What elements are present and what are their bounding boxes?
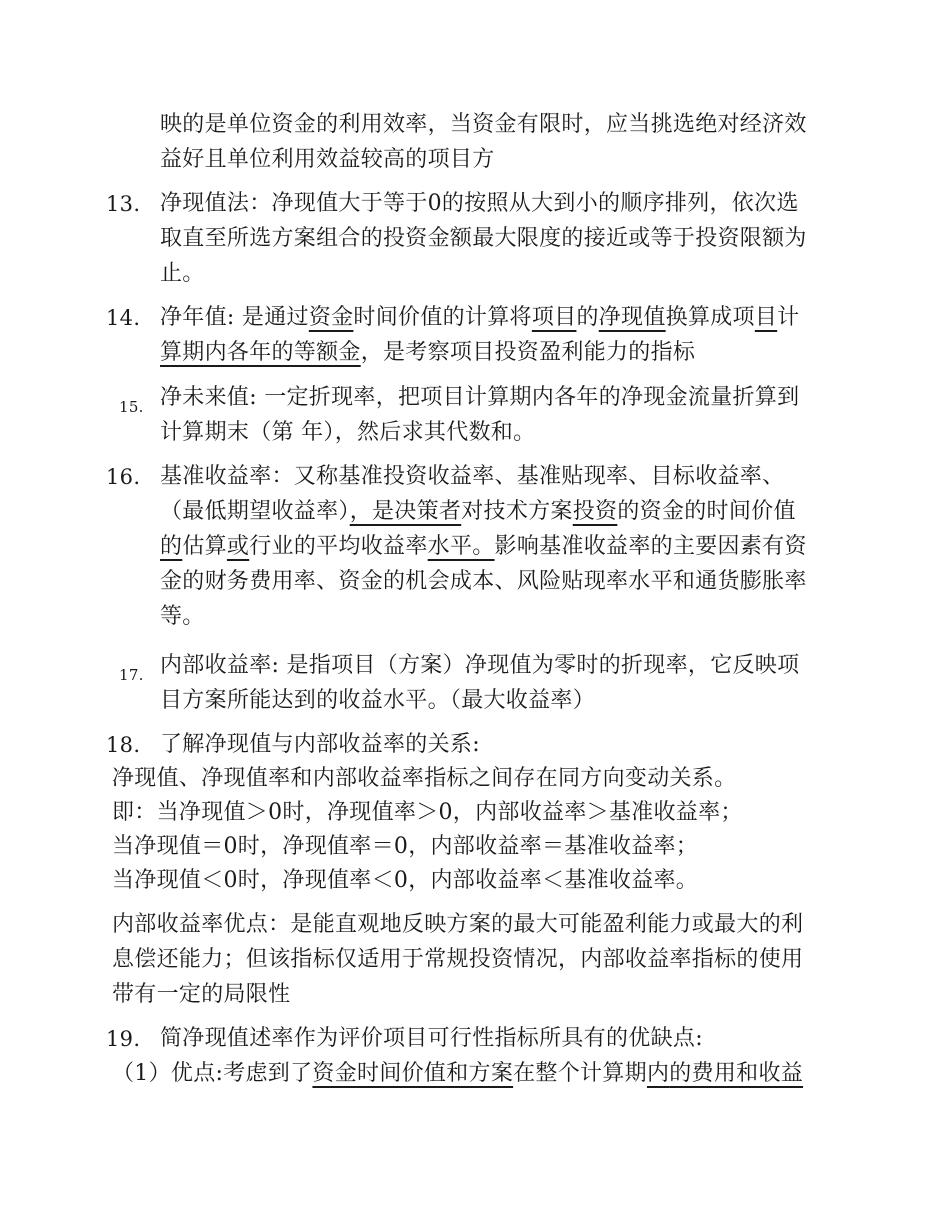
item18-relation-line-1: 净现值、净现值率和内部收益率指标之间存在同方向变动关系。: [112, 766, 737, 791]
item-number-15: 15.: [119, 398, 144, 416]
item13-line-2: 取直至所选方案组合的投资金额最大限度的接近或等于投资限额为: [160, 226, 807, 251]
irr-advantage-line-3: 带有一定的局限性: [112, 982, 291, 1007]
item19-line-1: 简净现值述率作为评价项目可行性指标所具有的优缺点:: [160, 1026, 703, 1051]
item17-line-2: 目方案所能达到的收益水平。（最大收益率）: [160, 688, 596, 713]
item16-line-2: （最低期望收益率），是决策者对技术方案投资的资金的时间价值: [160, 499, 796, 524]
item18-relation-line-3: 当净现值＝0时，净现值率＝0，内部收益率＝基准收益率；: [112, 834, 699, 859]
irr-advantage-line-2: 息偿还能力；但该指标仅适用于常规投资情况，内部收益率指标的使用: [112, 947, 804, 972]
item-number-16: 16.: [106, 465, 141, 489]
item-number-19: 19.: [106, 1027, 141, 1051]
item19-line-2: （1）优点:考虑到了资金时间价值和方案在整个计算期内的费用和收益: [112, 1061, 804, 1086]
item-number-18: 18.: [106, 733, 141, 757]
item-number-14: 14.: [106, 306, 141, 330]
item15-line-1: 净未来值: 一定折现率，把项目计算期内各年的净现金流量折算到: [160, 385, 800, 410]
item16-line-1: 基准收益率：又称基准投资收益率、基准贴现率、目标收益率、: [160, 464, 785, 489]
item14-line-2: 算期内各年的等额金，是考察项目投资盈利能力的指标: [160, 340, 696, 365]
item16-line-4: 金的财务费用率、资金的机会成本、风险贴现率水平和通货膨胀率: [160, 569, 807, 594]
item18-relation-line-2: 即：当净现值＞0时，净现值率＞0，内部收益率＞基准收益率；: [112, 800, 743, 825]
item16-line-3: 的估算或行业的平均收益率水平。影响基准收益率的主要因素有资: [160, 534, 807, 559]
item16-line-5: 等。: [160, 604, 205, 629]
irr-advantage-line-1: 内部收益率优点：是能直观地反映方案的最大可能盈利能力或最大的利: [112, 912, 804, 937]
item13-line-1: 净现值法：净现值大于等于0的按照从大到小的顺序排列，依次选: [160, 191, 799, 216]
intro-line-1: 映的是单位资金的利用效率，当资金有限时，应当挑选绝对经济效: [160, 112, 807, 137]
item14-line-1: 净年值: 是通过资金时间价值的计算将项目的净现值换算成项目计: [160, 305, 800, 330]
item18-line-1: 了解净现值与内部收益率的关系:: [160, 732, 480, 757]
item-number-13: 13.: [106, 192, 141, 216]
item-number-17: 17.: [119, 666, 144, 684]
intro-line-2: 益好且单位利用效益较高的项目方: [160, 147, 495, 172]
item18-relation-line-4: 当净现值＜0时，净现值率＜0，内部收益率＜基准收益率。: [112, 868, 699, 893]
item17-line-1: 内部收益率: 是指项目（方案）净现值为零时的折现率，它反映项: [160, 653, 800, 678]
item15-line-2: 计算期末（第 年），然后求其代数和。: [160, 420, 536, 445]
item13-line-3: 止。: [160, 261, 205, 286]
